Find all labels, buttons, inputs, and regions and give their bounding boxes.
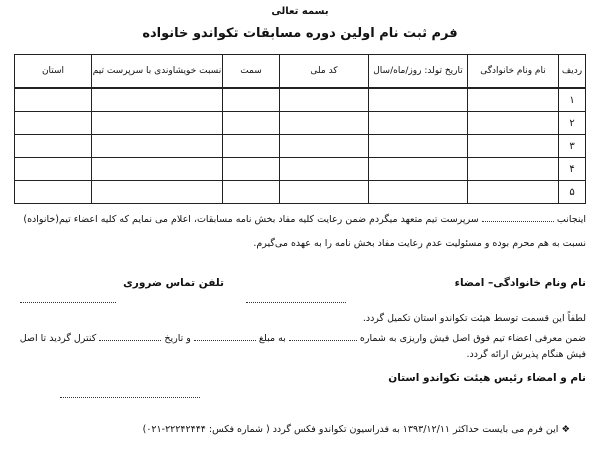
col-birth-date: تاریخ تولد: روز/ماه/سال xyxy=(369,55,468,89)
col-position: سمت xyxy=(223,55,280,89)
id-cell[interactable] xyxy=(280,112,369,135)
table-row xyxy=(15,158,586,181)
row-number: ۵ xyxy=(559,181,586,204)
province-cell[interactable] xyxy=(15,88,92,112)
relation-cell[interactable] xyxy=(92,135,223,158)
table-row xyxy=(15,135,586,158)
official-line-3: فیش هنگام پذیرش ارائه گردد. xyxy=(466,349,586,360)
birth-cell[interactable] xyxy=(369,181,468,204)
position-cell[interactable] xyxy=(223,158,280,181)
col-national-id: کد ملی xyxy=(280,55,369,89)
table-row xyxy=(15,88,586,112)
table-row xyxy=(15,181,586,204)
footnote-text: این فرم می بایست حداکثر ۱۳۹۳/۱۲/۱۱ به فدراسیون تکواندو فکس گردد ( شماره فکس: ۲۲۲۴۲۴۴۴-۰۲۱) xyxy=(142,424,559,435)
bullet-icon: ❖ xyxy=(561,424,570,435)
pledge-text-2: نسبت به هم محرم بوده و مسئولیت عدم رعایت مفاد بخش نامه را به عهده می‌گیرم. xyxy=(253,238,586,249)
form-title: فرم ثبت نام اولین دوره مسابقات تکواندو خانواده xyxy=(142,26,458,41)
head-signature-blank[interactable] xyxy=(60,388,200,398)
relation-cell[interactable] xyxy=(92,88,223,112)
control-text: کنترل گردید تا اصل xyxy=(19,333,97,344)
birth-cell[interactable] xyxy=(369,88,468,112)
registration-table xyxy=(14,54,586,204)
birth-cell[interactable] xyxy=(369,158,468,181)
row-number: ۴ xyxy=(559,158,586,181)
id-cell[interactable] xyxy=(280,88,369,112)
pledge-name-blank[interactable] xyxy=(482,212,554,222)
birth-cell[interactable] xyxy=(369,135,468,158)
col-row-number: ردیف xyxy=(559,55,586,89)
date-blank[interactable] xyxy=(99,331,161,341)
pledge-start: اینجانب xyxy=(556,214,586,225)
pledge-text-1: سرپرست تیم متعهد میگردم ضمن رعایت کلیه مفاد بخش نامه مسابقات، اعلام می نمایم که کلیه اعضاء تیم(خانواده) xyxy=(23,214,479,225)
phone-label: تلفن تماس ضروری xyxy=(123,277,224,289)
relation-cell[interactable] xyxy=(92,158,223,181)
col-province: استان xyxy=(15,55,92,89)
basmala: بسمه تعالی xyxy=(271,6,329,17)
receipt-text: ضمن معرفی اعضاء تیم فوق اصل فیش واریزی به شماره xyxy=(359,333,586,344)
relation-cell[interactable] xyxy=(92,181,223,204)
official-line-2 xyxy=(20,331,586,344)
signature-name-label: نام ونام خانوادگی– امضاء xyxy=(454,277,586,289)
province-cell[interactable] xyxy=(15,181,92,204)
id-cell[interactable] xyxy=(280,181,369,204)
province-cell[interactable] xyxy=(15,135,92,158)
position-cell[interactable] xyxy=(223,181,280,204)
name-cell[interactable] xyxy=(468,88,559,112)
amount-blank[interactable] xyxy=(194,331,256,341)
name-cell[interactable] xyxy=(468,158,559,181)
position-cell[interactable] xyxy=(223,112,280,135)
pledge-line-1 xyxy=(23,212,586,225)
table-row xyxy=(15,112,586,135)
row-number: ۳ xyxy=(559,135,586,158)
row-number: ۲ xyxy=(559,112,586,135)
amount-label: به مبلغ xyxy=(258,333,286,344)
signature-blank[interactable] xyxy=(246,293,346,303)
official-instruction: لطفاً این قسمت توسط هیئت تکواندو استان تکمیل گردد. xyxy=(362,313,586,324)
position-cell[interactable] xyxy=(223,88,280,112)
id-cell[interactable] xyxy=(280,135,369,158)
province-cell[interactable] xyxy=(15,158,92,181)
relation-cell[interactable] xyxy=(92,112,223,135)
position-cell[interactable] xyxy=(223,135,280,158)
id-cell[interactable] xyxy=(280,158,369,181)
col-relation: نسبت خویشاوندی با سرپرست تیم xyxy=(92,55,223,89)
name-cell[interactable] xyxy=(468,181,559,204)
province-cell[interactable] xyxy=(15,112,92,135)
row-number: ۱ xyxy=(559,88,586,112)
footnote xyxy=(143,424,570,435)
name-cell[interactable] xyxy=(468,135,559,158)
col-full-name: نام ونام خانوادگی xyxy=(468,55,559,89)
head-signature-label: نام و امضاء رئیس هیئت تکواندو استان xyxy=(388,372,586,384)
date-label: و تاریخ xyxy=(164,333,191,344)
name-cell[interactable] xyxy=(468,112,559,135)
phone-blank[interactable] xyxy=(20,293,116,303)
table-header-row xyxy=(15,55,586,89)
receipt-number-blank[interactable] xyxy=(289,331,357,341)
birth-cell[interactable] xyxy=(369,112,468,135)
